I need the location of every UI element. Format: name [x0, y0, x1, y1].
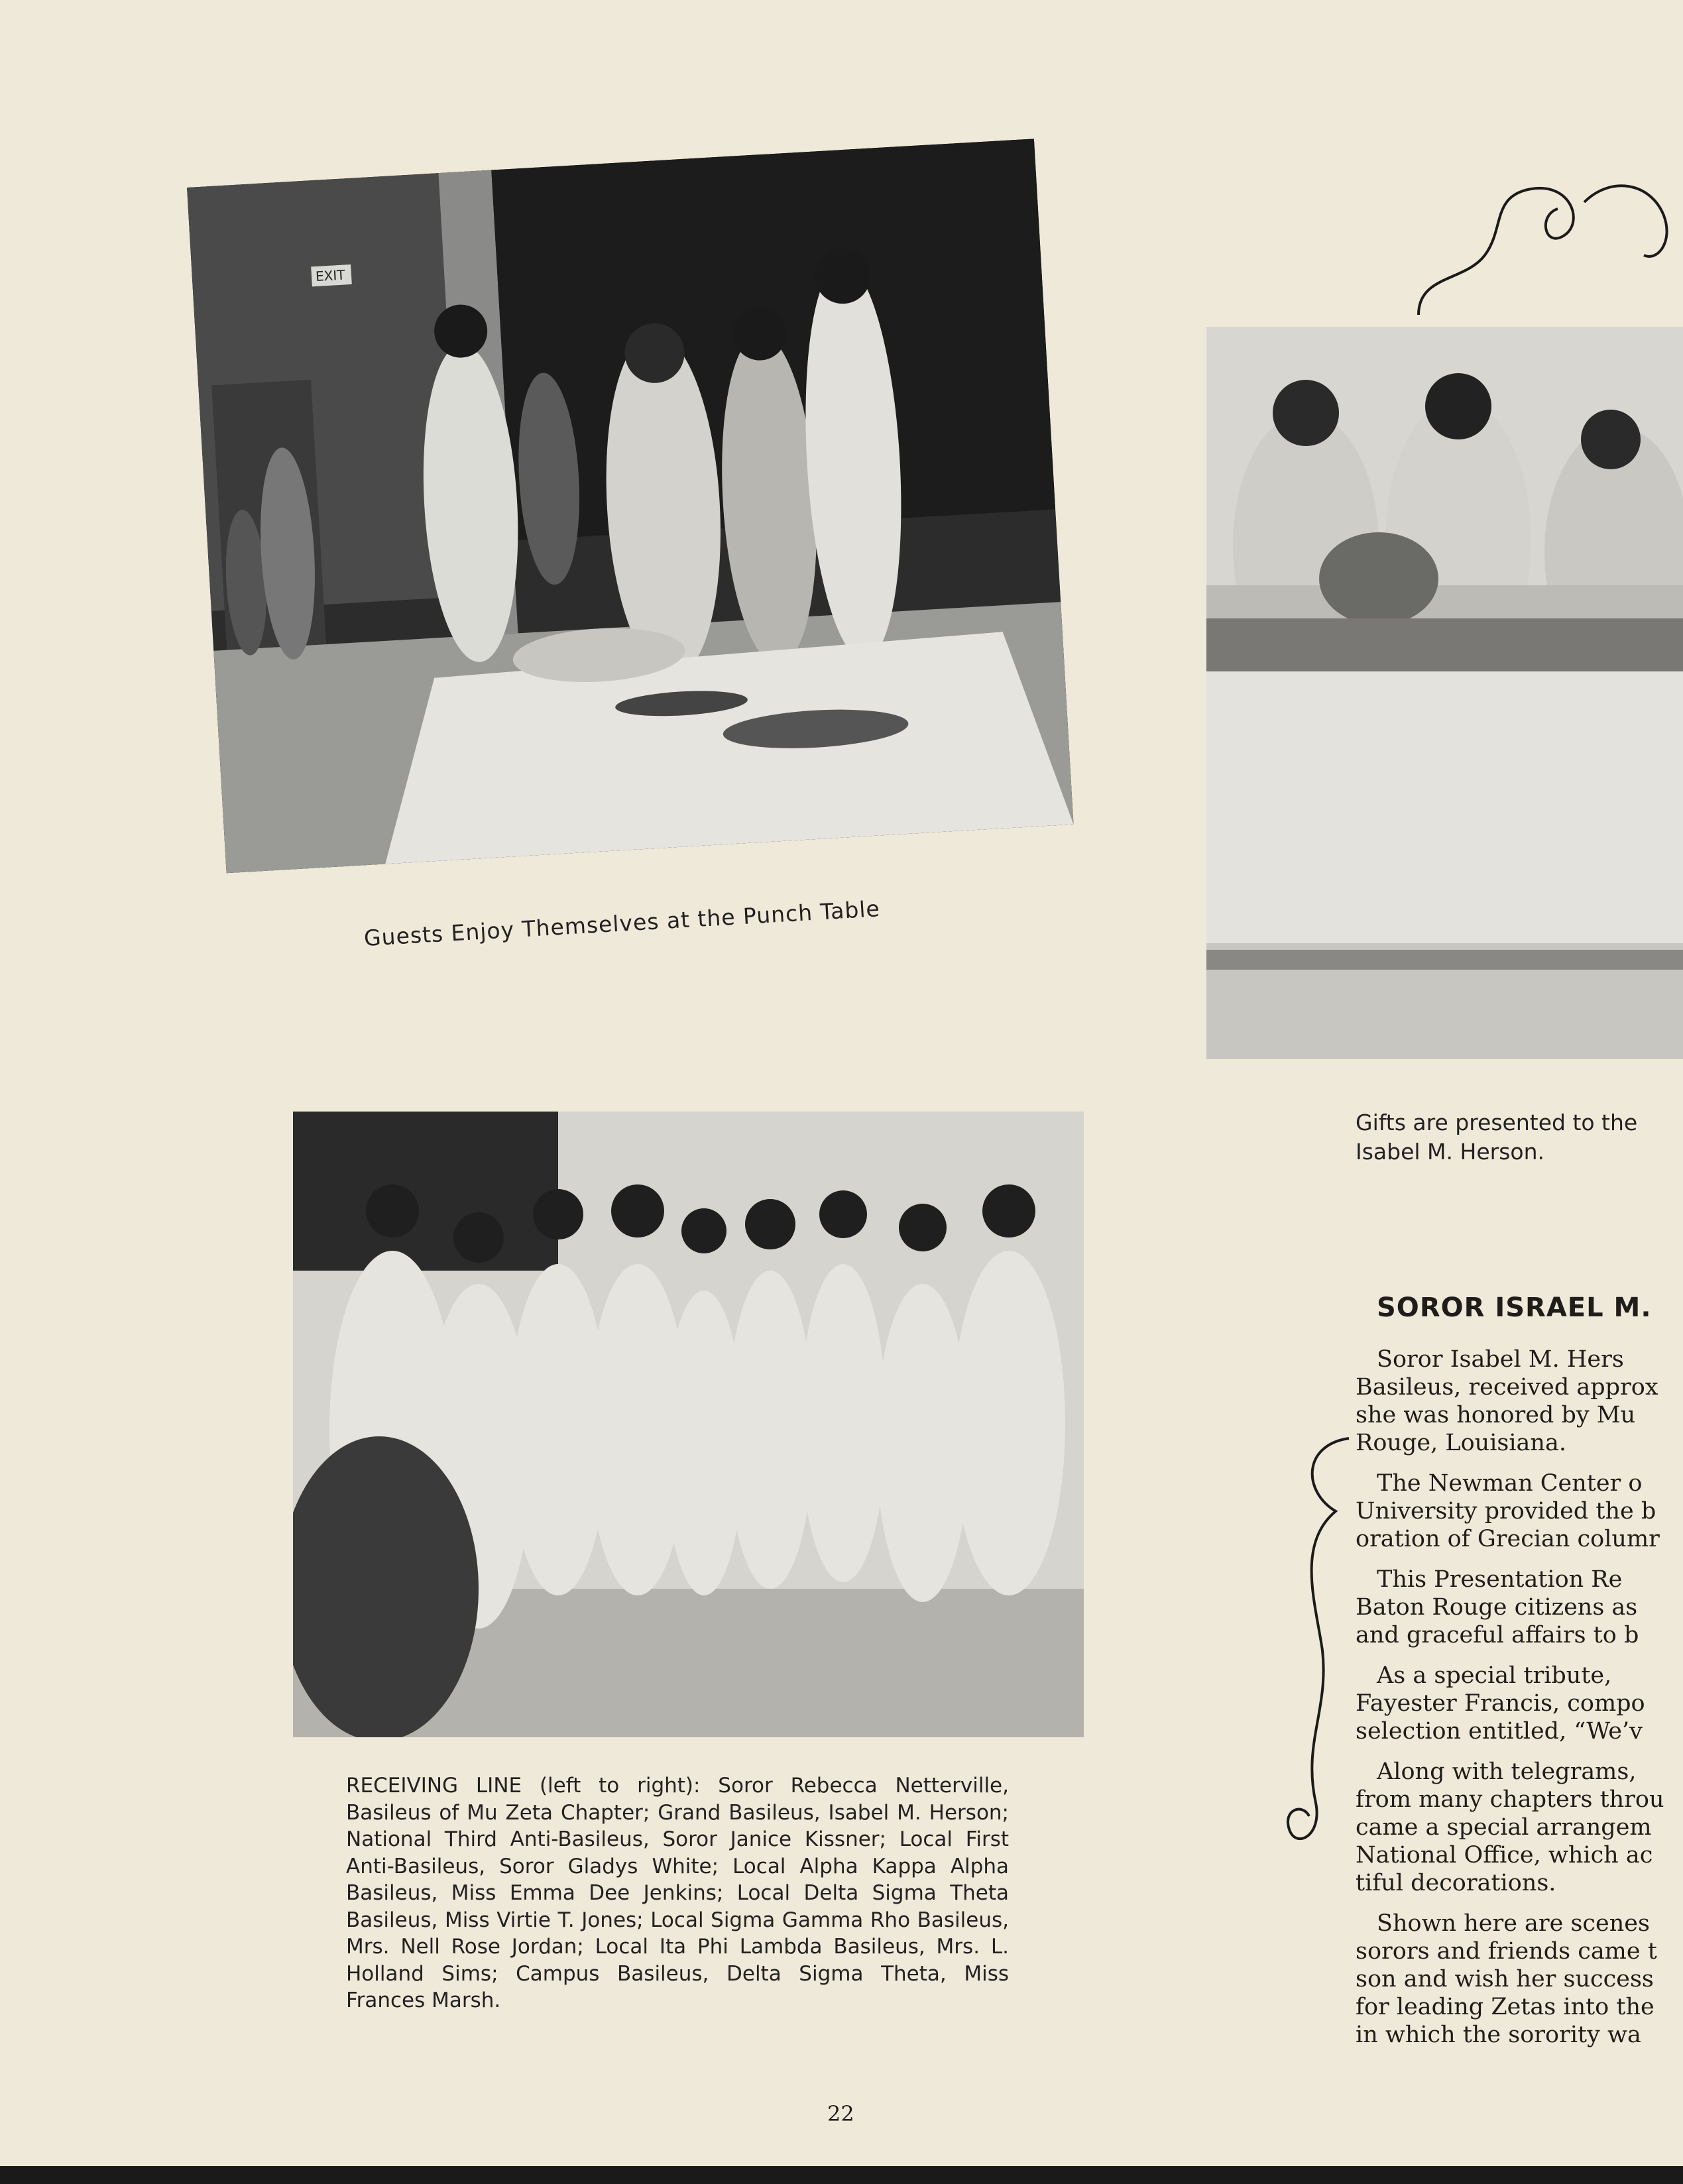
article-body	[1356, 1346, 1683, 2061]
article-line: Fayester Francis, compo	[1356, 1690, 1645, 1717]
gifts-caption-line-2: Isabel M. Herson.	[1356, 1139, 1544, 1165]
article-line: oration of Grecian columr	[1356, 1526, 1660, 1552]
article-line: Rouge, Louisiana.	[1356, 1430, 1566, 1456]
article-paragraph	[1356, 1566, 1683, 1649]
article-line: University provided the b	[1356, 1498, 1656, 1524]
article-paragraph	[1356, 1346, 1683, 1457]
article-line: for leading Zetas into the	[1356, 1994, 1654, 2020]
scan-edge	[0, 2166, 1683, 2184]
gifts-caption	[1356, 1108, 1637, 1167]
top-flourish-icon	[1412, 176, 1683, 328]
article-heading: SOROR ISRAEL M.	[1377, 1293, 1652, 1323]
punch-table-photo	[187, 139, 1074, 873]
receiving-line-caption: RECEIVING LINE (left to right): Soror Rebecca Netterville, Basileus of Mu Zeta Chapter; Grand Basileus, Isabel M. Herson; National Third Anti-Basileus, Soror Janice Kissner; Local First Anti-Basileus, Soror Gladys White; Local Alpha Kappa Alpha Basileus, Miss Emma Dee Jenkins; Local Delta Sigma Theta Basileus, Miss Virtie T. Jones; Local Sigma Gamma Rho Basileus, Mrs. Nell Rose Jordan; Local Ita Phi Lambda Basileus, Mrs. L. Holland Sims; Campus Basileus, Delta Sigma Theta, Miss Frances Marsh.	[346, 1774, 1009, 2012]
article-paragraph	[1356, 1469, 1683, 1553]
article-line: and graceful affairs to b	[1356, 1622, 1639, 1648]
article-line: selection entitled, “We’v	[1356, 1718, 1643, 1745]
article-line: National Office, which ac	[1356, 1842, 1653, 1868]
article-paragraph	[1356, 1662, 1683, 1745]
article-line: son and wish her success	[1356, 1966, 1654, 1992]
article-line: she was honored by Mu	[1356, 1402, 1636, 1428]
article-line: from many chapters throu	[1356, 1786, 1664, 1813]
article-line: As a special tribute,	[1377, 1662, 1612, 1689]
punch-table-caption: Guests Enjoy Themselves at the Punch Table	[363, 895, 881, 951]
article-paragraph	[1356, 1910, 1683, 2049]
article-line: Along with telegrams,	[1377, 1758, 1637, 1785]
article-line: Basileus, received approx	[1356, 1374, 1658, 1401]
article-line: Shown here are scenes	[1377, 1910, 1650, 1937]
page-number: 22	[827, 2101, 854, 2126]
article-paragraph	[1356, 1758, 1683, 1897]
side-flourish-icon	[1276, 1432, 1362, 1856]
article-line: in which the sorority wa	[1356, 2022, 1641, 2048]
receiving-line-photo	[293, 1112, 1084, 1737]
article-line: tiful decorations.	[1356, 1870, 1556, 1896]
article-line: The Newman Center o	[1377, 1470, 1643, 1497]
article-line: came a special arrangem	[1356, 1814, 1652, 1841]
exit-sign: EXIT	[315, 266, 346, 285]
gifts-photo	[1206, 327, 1683, 1059]
article-line: Soror Isabel M. Hers	[1377, 1346, 1624, 1373]
article-line: Baton Rouge citizens as	[1356, 1594, 1638, 1621]
article-line: sorors and friends came t	[1356, 1938, 1657, 1965]
gifts-caption-line-1: Gifts are presented to the	[1356, 1110, 1638, 1135]
article-line: This Presentation Re	[1377, 1566, 1623, 1593]
